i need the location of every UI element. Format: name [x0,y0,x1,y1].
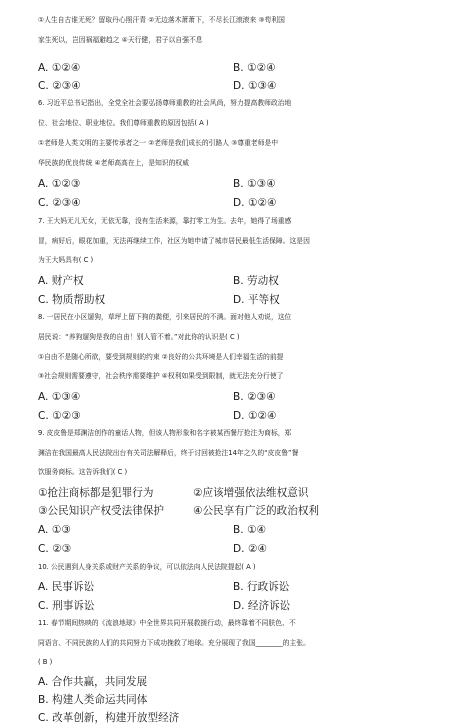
question-line: 7. 王大妈无儿无女，无依无靠，没有生活来源，靠打零工为生。去年，她得了场重感 [38,217,292,225]
option: C. 改革创新，构建开放型经济 [38,712,180,724]
option: A. 合作共赢，共同发展 [38,676,148,688]
option: A. ①②③ [38,178,81,190]
statement: ③公民知识产权受法律保护 [38,505,165,517]
option: B. ②③④ [233,391,276,403]
statement: ②应该增强依法维权意识 [193,487,309,499]
option: A. ①②④ [38,62,81,74]
question-line: 6. 习近平总书记指出，全党全社会要弘扬尊师重教的社会风尚，努力提高教师政治地 [38,99,292,107]
question-line: 9. 皮皮鲁是郑渊洁创作的童话人物，但该人物形象和名字被某西餐厅抢注为商标，郑 [38,429,292,437]
question-line: 居民说：“养狗遛狗是我的自由！别人管不着。”对此你的认识是( C ) [38,333,240,341]
option: C. ②③ [38,543,72,555]
question-line: 冒，病好后，眼花加重，无法再继续工作，社区为她申请了城市居民最低生活保障。这是因 [38,237,310,245]
option: B. ①③④ [233,178,276,190]
question-line: 饮服务商标。这告诉我们( C ) [38,468,128,476]
question-line: 11. 春节期间热映的《流浪地球》中全世界共同开展救援行动，最终靠着不同肤色、不 [38,619,296,627]
option: D. ①②④ [233,197,277,209]
option: C. ②③④ [38,80,81,92]
text-line: ③社会规则需要遵守，社会秩序需要维护 ④权利如果受到限制，就无法充分行使了 [38,372,284,380]
text-line: 家生死以，岂因祸福避趋之 ④天行健，君子以自强不息 [38,36,203,44]
question-line: 同语言、不同民族的人们的共同努力下成功挽救了地球。充分展现了我国________的主张。 [38,639,310,647]
option: D. 经济诉讼 [233,600,291,612]
option: D. ①③④ [233,80,277,92]
question-line: ( B ) [38,658,53,666]
option: C. ②③④ [38,197,81,209]
option: B. 构建人类命运共同体 [38,694,148,706]
statement: ④公民享有广泛的政治权利 [193,505,320,517]
option: C. ①②③ [38,410,81,422]
option: B. 行政诉讼 [233,581,290,593]
option: A. 民事诉讼 [38,581,95,593]
option: A. ①③④ [38,391,81,403]
option: C. 物质帮助权 [38,294,106,306]
statement: ①抢注商标都是犯罪行为 [38,487,154,499]
text-line: 华民族的优良传统 ④老师高高在上，是知识的权威 [38,159,189,167]
option: B. ①②④ [233,62,276,74]
option: B. ①④ [233,524,266,536]
option: A. ①③ [38,524,71,536]
text-line: ①自由不是随心所欲，要受到规则的约束 ②良好的公共环境是人们幸福生活的前提 [38,353,284,361]
option: B. 劳动权 [233,275,279,287]
option: A. 财产权 [38,275,84,287]
question-line: 10. 公民遇到人身关系或财产关系的争议，可以依法向人民法院提起( A ) [38,563,256,571]
text-line: ①人生自古谁无死？留取丹心照汗青 ②无边落木萧萧下，不尽长江滚滚来 ③苟利国 [38,16,285,24]
question-line: 为王大妈具有( C ) [38,256,94,264]
option: D. 平等权 [233,294,280,306]
question-line: 8. 一居民在小区遛狗，草坪上留下狗的粪便，引来居民的不满。面对他人劝说，这位 [38,313,292,321]
question-line: 渊洁在我国最高人民法院出台有关司法解释后，终于讨回被抢注14年之久的“皮皮鲁”餐 [38,449,299,457]
question-line: 位、社会地位、职业地位。我们尊师重教的原因包括( A ) [38,119,209,127]
option: C. 刑事诉讼 [38,600,95,612]
option: D. ②④ [233,543,267,555]
text-line: ①老师是人类文明的主要传承者之一 ②老师是我们成长的引路人 ③尊重老师是中 [38,139,279,147]
option: D. ①②④ [233,410,277,422]
